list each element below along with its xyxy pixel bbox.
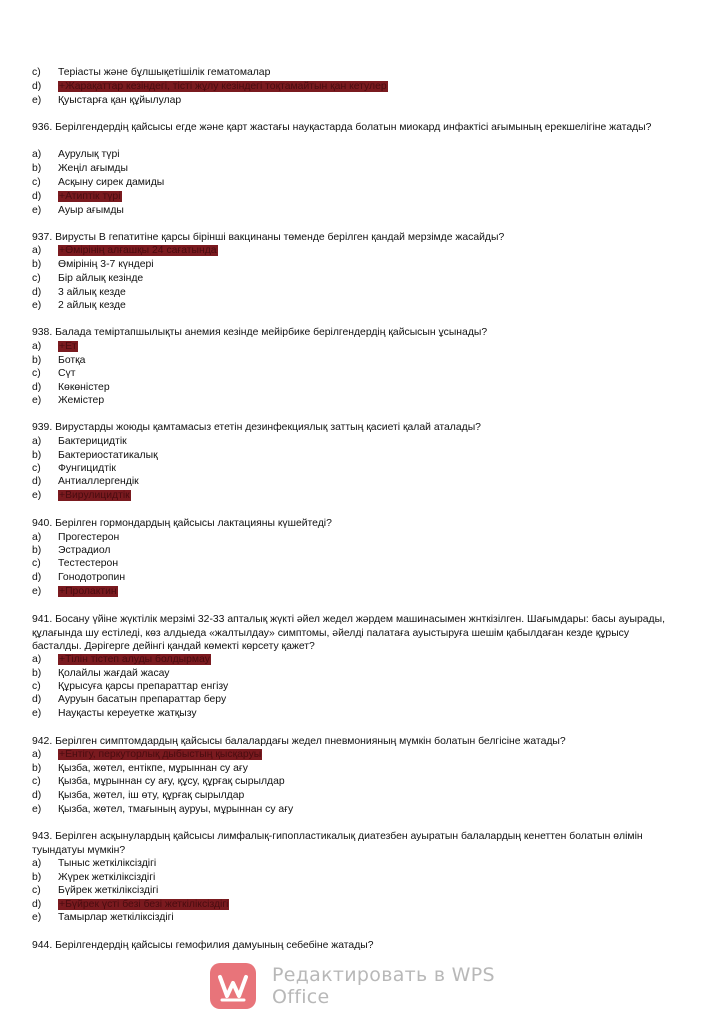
option-line: b) Қолайлы жағдай жасау [32,668,170,679]
option-line: b) Бактериостатикалық [32,450,158,461]
question-940: 940. Берілген гормондардың қайсысы лактацияны күшейтеді? [32,518,332,529]
question-936: 936. Берілгендердің қайсысы егде және қарт жастағы науқастарда болатын миокард инфактісі ағымының ерекшелігіне жатады? [32,122,652,133]
option-line-answer: d) +Жарақаттар кезіндегі, тісті жұлу кезіндегі тоқтамайтын қан кетулер [32,81,387,92]
option-line: b) Ботқа [32,355,86,366]
option-line: e) Қызба, жөтел, тмағының ауруы, мұрыннан су ағу [32,804,294,815]
wps-edit-banner[interactable] [210,960,550,1012]
option-line: c) Бүйрек жеткіліксіздігі [32,885,159,896]
option-line: e) Қуыстарға қан құйылулар [32,95,182,106]
option-line: c) Қызба, мұрыннан су ағу, құсу, құрғақ сырылдар [32,776,285,787]
option-line: a) Прогестерон [32,532,120,543]
option-line: e) Тамырлар жеткіліксіздігі [32,912,174,923]
option-line-answer: e) +Пролактин [32,586,117,597]
wps-logo-icon [210,963,256,1009]
question-939: 939. Вирустарды жоюды қамтамасыз ететін дезинфекциялық заттың қасиеті қалай аталады? [32,422,481,433]
option-line: b) Өмірінің 3-7 күндері [32,259,154,270]
option-line: d) Антиаллергендік [32,476,139,487]
question-937: 937. Вирусты В гепатитіне қарсы бірінші вакцинаны төменде берілген қандай мерзімде жасайды? [32,232,505,243]
option-line: b) Эстрадиол [32,545,111,556]
option-line: b) Жеңіл ағымды [32,163,128,174]
option-line: e) Науқасты кереуетке жатқызу [32,708,197,719]
option-line: e) Жемістер [32,395,105,406]
option-line: c) Тестестерон [32,558,119,569]
option-line: c) Асқыну сирек дамиды [32,177,165,188]
option-line: b) Жүрек жеткіліксіздігі [32,872,156,883]
option-line-answer: a) +Тілін тістеп алуды болдырмау [32,654,210,665]
option-line: d) Қызба, жөтел, іш өту, құрғақ сырылдар [32,790,245,801]
option-line-answer: d) +Бүйрек үсті безі безі жеткіліксіздігі [32,899,229,910]
option-line: c) Теріасты және бұлшықетішілік гематомалар [32,67,271,78]
question-938: 938. Балада теміртапшылықты анемия кезінде мейірбике берілгендердің қайсысын ұсынады? [32,327,488,338]
option-line-answer: a) +Ет [32,341,77,352]
option-line: c) Сүт [32,368,76,379]
wps-edit-label[interactable]: Редактировать в WPS Office [272,964,495,1008]
option-line: b) Қызба, жөтел, ентікпе, мұрыннан су ағу [32,763,248,774]
option-line: e) Ауыр ағымды [32,205,124,216]
question-943: 943. Берілген асқынулардың қайсысы лимфалық-гипопластикалық диатезбен ауыратын балалардың кенеттен болатын өлімін туындатуы мүмкін? [32,831,643,856]
option-line: a) Тыныс жеткіліксіздігі [32,858,157,869]
option-line: d) 3 айлық кезде [32,287,126,298]
option-line-answer: a) +Ентігу, перкуторлық дыбыстың қысқаруы [32,749,262,760]
option-line: c) Құрысуға қарсы препараттар енгізу [32,681,229,692]
option-line: a) Аурулық түрі [32,149,120,160]
option-line-answer: d) +Атиптік түрі [32,191,121,202]
option-line: d) Көкөністер [32,382,110,393]
option-line-answer: e) +Вирулицидтік [32,490,130,501]
option-line: c) Бір айлық кезінде [32,273,144,284]
option-line: c) Фунгицидтік [32,463,116,474]
option-line: d) Гонодотропин [32,572,126,583]
question-944: 944. Берілгендердің қайсысы гемофилия дамуының себебіне жатады? [32,940,374,951]
option-line: e) 2 айлық кезде [32,300,126,311]
option-line-answer: a) +Өмірінің алғашқы 24 сағатында [32,245,217,256]
question-941: 941. Босану үйіне жүктілік мерзімі 32-33 апталық жүкті әйел жедел жәрдем машинасымен жнткізілген. Шағымдары: басы ауырады, құлағында шу естіледі, көз алдыеда «жалтылдау» симптомы, әйелді палатаға ауыстыруға шешім қабылдаған кезде құрысу басталды. Дәрігерге дейінгі қандай көмекті көрсету қажет? [32,614,665,652]
question-942: 942. Берілген симптомдардың қайсысы балалардағы жедел пневмонияның мүмкін болатын белгісіне жатады? [32,736,566,747]
option-line: d) Ауруын басатын препараттар беру [32,694,227,705]
option-line: a) Бактерицидтік [32,436,127,447]
